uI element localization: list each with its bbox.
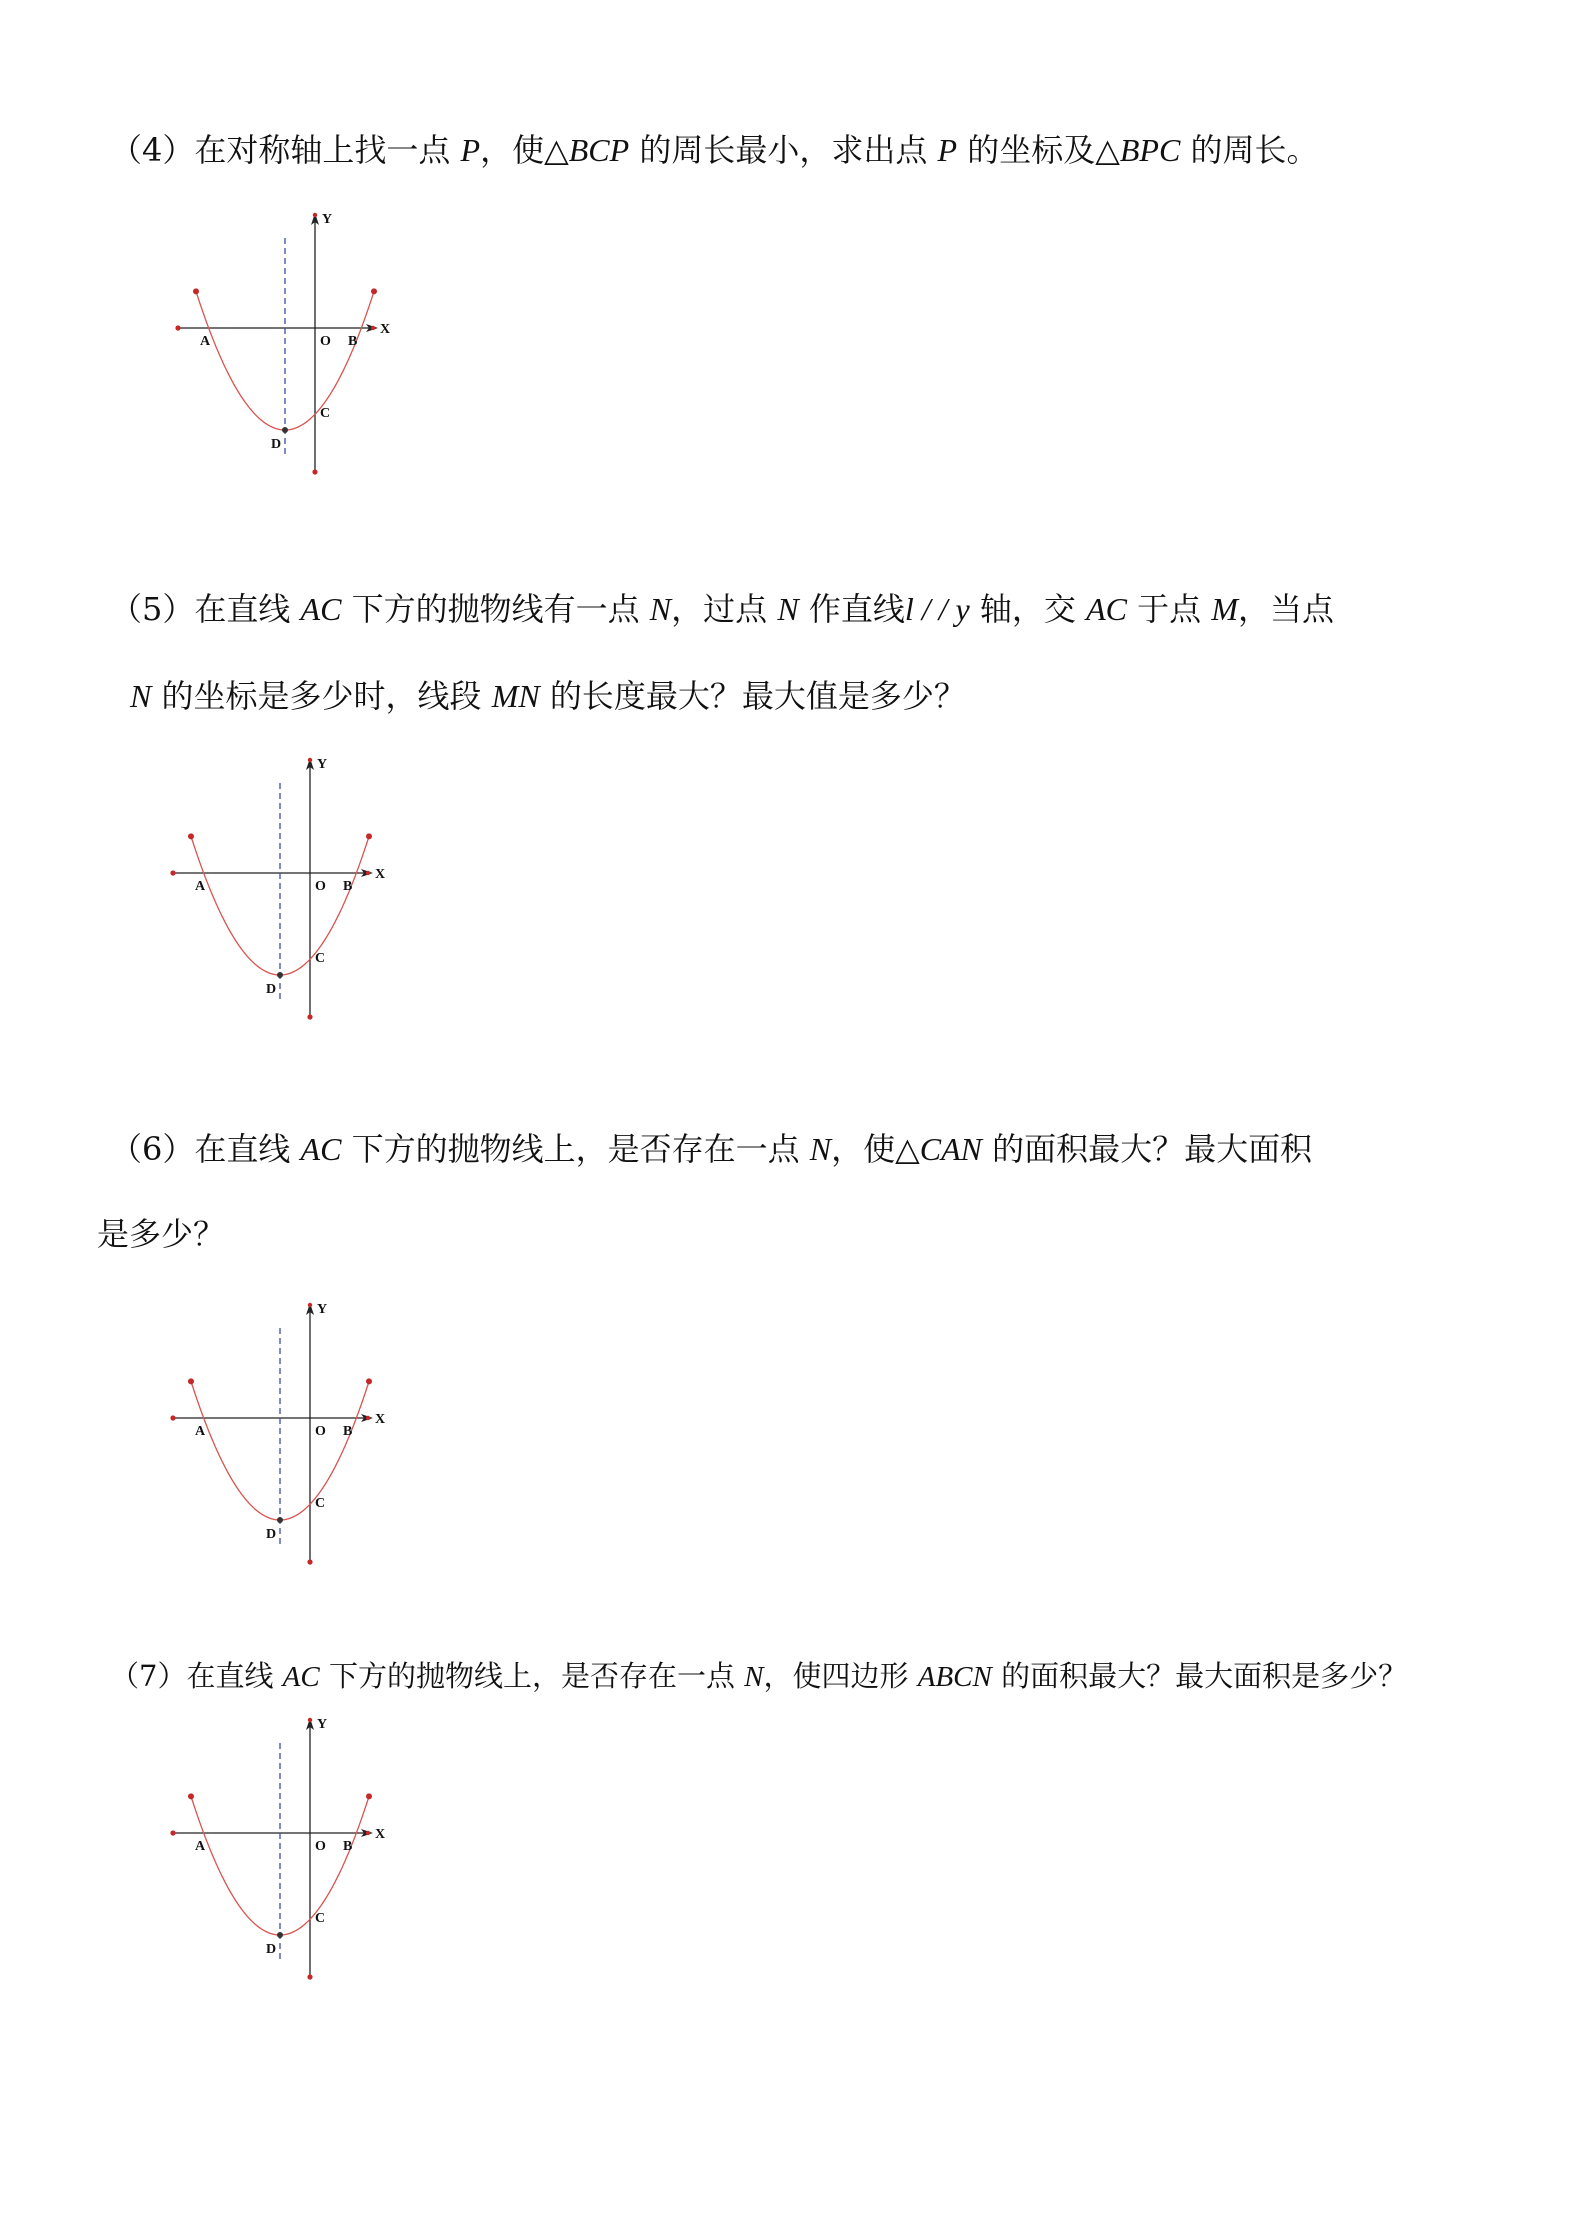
- x-axis-start-point: [170, 1415, 175, 1420]
- curve-right-end-point: [371, 288, 377, 294]
- y-axis-top-point: [308, 1718, 312, 1722]
- label-o: O: [315, 879, 326, 894]
- label-c: C: [320, 406, 331, 421]
- label-x: X: [375, 1827, 386, 1842]
- question-5-line-1: （5）在直线 AC 下方的抛物线有一点 N，过点 N 作直线l / / y 轴，交 AC 于点 M，当点: [110, 590, 1335, 628]
- x-axis-start-point: [170, 870, 175, 875]
- label-d: D: [266, 1942, 277, 1957]
- vertex-point: [282, 427, 288, 433]
- question-6-line-1: （6）在直线 AC 下方的抛物线上，是否存在一点 N，使△CAN 的面积最大？最大面积: [110, 1130, 1313, 1168]
- label-a: A: [195, 1839, 206, 1854]
- parabola-figure-q5: [165, 755, 465, 1095]
- figure-graphic: [170, 1302, 385, 1565]
- question-7: （7）在直线 AC 下方的抛物线上，是否存在一点 N，使四边形 ABCN 的面积最大？最大面积是多少？: [110, 1659, 1408, 1693]
- label-b: B: [343, 879, 353, 894]
- vertex-point: [277, 1517, 283, 1523]
- x-axis-end-point: [371, 326, 375, 330]
- curve-left-end-point: [188, 1378, 194, 1384]
- curve-right-end-point: [366, 1378, 372, 1384]
- y-axis-end-point: [307, 1014, 312, 1019]
- x-axis-end-point: [366, 871, 370, 875]
- label-y: Y: [317, 1717, 328, 1732]
- label-y: Y: [317, 1302, 328, 1317]
- label-d: D: [266, 982, 277, 997]
- figure-graphic: [175, 212, 390, 475]
- label-a: A: [195, 879, 206, 894]
- parabola-figure-q6: [165, 1300, 465, 1640]
- y-axis-end-point: [307, 1974, 312, 1979]
- parabola-figure-q7: [165, 1715, 465, 2055]
- y-axis-top-point: [313, 213, 317, 217]
- y-axis-top-point: [308, 1303, 312, 1307]
- label-o: O: [320, 334, 331, 349]
- label-b: B: [343, 1424, 353, 1439]
- label-a: A: [200, 334, 211, 349]
- y-axis-end-point: [312, 469, 317, 474]
- question-5-line-2: N 的坐标是多少时，线段 MN 的长度最大？最大值是多少？: [130, 677, 966, 715]
- label-b: B: [343, 1839, 353, 1854]
- label-d: D: [266, 1527, 277, 1542]
- label-c: C: [315, 1496, 326, 1511]
- question-6-line-2: 是多少？: [97, 1215, 226, 1253]
- label-c: C: [315, 1911, 326, 1926]
- label-d: D: [271, 437, 282, 452]
- label-c: C: [315, 951, 326, 966]
- label-b: B: [348, 334, 358, 349]
- question-4: （4）在对称轴上找一点 P，使△BCP 的周长最小，求出点 P 的坐标及△BPC 的周长。: [110, 131, 1319, 169]
- vertex-point: [277, 972, 283, 978]
- label-o: O: [315, 1424, 326, 1439]
- x-axis-end-point: [366, 1831, 370, 1835]
- label-x: X: [380, 322, 391, 337]
- curve-left-end-point: [188, 833, 194, 839]
- curve-right-end-point: [366, 1793, 372, 1799]
- vertex-point: [277, 1932, 283, 1938]
- label-x: X: [375, 1412, 386, 1427]
- curve-left-end-point: [188, 1793, 194, 1799]
- x-axis-start-point: [175, 325, 180, 330]
- y-axis-end-point: [307, 1559, 312, 1564]
- label-x: X: [375, 867, 386, 882]
- curve-right-end-point: [366, 833, 372, 839]
- curve-left-end-point: [193, 288, 199, 294]
- label-a: A: [195, 1424, 206, 1439]
- x-axis-start-point: [170, 1830, 175, 1835]
- label-o: O: [315, 1839, 326, 1854]
- label-y: Y: [322, 212, 333, 227]
- figure-graphic: [170, 1717, 385, 1980]
- parabola-figure-q4: [170, 210, 470, 550]
- y-axis-top-point: [308, 758, 312, 762]
- label-y: Y: [317, 757, 328, 772]
- figure-graphic: [170, 757, 385, 1020]
- x-axis-end-point: [366, 1416, 370, 1420]
